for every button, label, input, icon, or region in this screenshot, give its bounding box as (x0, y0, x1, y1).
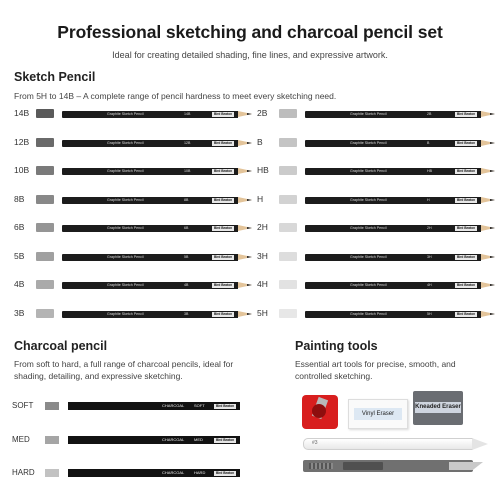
sketch-left-0-grade-label: 14B (14, 108, 30, 118)
sketch-description: From 5H to 14B – A complete range of pencil hardness to meet every sketching need. (14, 91, 337, 101)
sketch-left-4-barrel-text: Graphite Sketch Pencil (107, 225, 144, 230)
charcoal-2-shade-swatch (45, 469, 59, 477)
sketch-left-7-barrel-text: Graphite Sketch Pencil (107, 311, 144, 316)
sharpener (302, 395, 338, 429)
sketch-left-0-barrel-text: Graphite Sketch Pencil (107, 111, 144, 116)
kneaded-eraser (413, 391, 463, 425)
sketch-right-5-grade-label: 3H (257, 251, 268, 261)
sketch-left-3-shade-swatch (36, 195, 54, 204)
painting-description-line2: controlled sketching. (295, 371, 373, 381)
sketch-right-5-barrel-text: Graphite Sketch Pencil (350, 254, 387, 259)
sketch-right-1-pencil (305, 140, 481, 147)
sketch-left-6-pencil (62, 282, 238, 289)
charcoal-description-line1: From soft to hard, a full range of charcoal pencils, ideal for (14, 359, 234, 369)
sketch-left-6-barrel-text: Graphite Sketch Pencil (107, 282, 144, 287)
charcoal-0-label: SOFT (12, 401, 34, 410)
vinyl-eraser-label: Vinyl Eraser (354, 408, 402, 420)
sketch-right-6-pencil (305, 282, 481, 289)
sketch-left-0-pencil (62, 111, 238, 118)
sketch-left-6-shade-swatch (36, 280, 54, 289)
sketch-left-1-pencil-lead (247, 142, 252, 144)
sketch-right-2-shade-swatch (279, 166, 297, 175)
sketch-right-1-brand-label: Bird Beaton (456, 141, 476, 145)
charcoal-2-barrel-text: CHARCOAL (162, 470, 185, 475)
sketch-left-2-pencil-lead (247, 170, 252, 172)
sketch-left-2-pencil (62, 168, 238, 175)
sketch-right-4-shade-swatch (279, 223, 297, 232)
sketch-right-6-shade-swatch (279, 280, 297, 289)
sketch-left-2-barrel-text: Graphite Sketch Pencil (107, 168, 144, 173)
charcoal-1-label: MED (12, 435, 30, 444)
sketch-left-4-shade-swatch (36, 223, 54, 232)
painting-description-line1: Essential art tools for precise, smooth, and (295, 359, 456, 369)
sketch-right-3-barrel-text: Graphite Sketch Pencil (350, 197, 387, 202)
sketch-right-0-grade-label: 2B (257, 108, 268, 118)
charcoal-description-line2: shading, detailing, and expressive sketching. (14, 371, 183, 381)
sketch-left-6-barrel-grade: 4B (184, 282, 189, 287)
utility-knife-blade (449, 462, 483, 470)
charcoal-1-brand-label: Bird Beaton (215, 437, 235, 442)
sketch-left-5-shade-swatch (36, 252, 54, 261)
sketch-right-4-barrel-text: Graphite Sketch Pencil (350, 225, 387, 230)
page-title: Professional sketching and charcoal pencil set (57, 22, 443, 42)
sketch-left-4-grade-label: 6B (14, 222, 25, 232)
sketch-left-7-barrel-grade: 3B (184, 311, 189, 316)
sketch-right-1-pencil-lead (490, 142, 495, 144)
sketch-left-1-shade-swatch (36, 138, 54, 147)
sketch-right-3-shade-swatch (279, 195, 297, 204)
sketch-right-5-barrel-grade: 3H (427, 254, 432, 259)
sketch-right-2-pencil (305, 168, 481, 175)
blending-stump-mark: #3 (312, 440, 318, 446)
sketch-right-2-grade-label: HB (257, 165, 269, 175)
sketch-right-4-pencil-lead (490, 227, 495, 229)
charcoal-0-shade-swatch (45, 402, 59, 410)
charcoal-1-barrel-text: CHARCOAL (162, 437, 185, 442)
sketch-right-1-shade-swatch (279, 138, 297, 147)
sketch-left-3-grade-label: 8B (14, 194, 25, 204)
sketch-right-7-pencil (305, 311, 481, 318)
sketch-right-3-brand-label: Bird Beaton (456, 198, 476, 202)
sketch-left-3-pencil-lead (247, 199, 252, 201)
sketch-right-3-barrel-grade: H (427, 197, 430, 202)
sketch-left-6-brand-label: Bird Beaton (213, 283, 233, 287)
sketch-left-6-grade-label: 4B (14, 279, 25, 289)
sketch-right-6-grade-label: 4H (257, 279, 268, 289)
sketch-left-0-shade-swatch (36, 109, 54, 118)
sketch-left-5-pencil-lead (247, 256, 252, 258)
sketch-right-2-barrel-grade: HB (427, 168, 432, 173)
sketch-right-1-grade-label: B (257, 137, 263, 147)
sketch-right-7-grade-label: 5H (257, 308, 268, 318)
sketch-left-3-pencil (62, 197, 238, 204)
sketch-right-3-grade-label: H (257, 194, 264, 204)
charcoal-2-pencil (68, 469, 240, 477)
sketch-right-7-shade-swatch (279, 309, 297, 318)
sketch-left-5-pencil (62, 254, 238, 261)
vinyl-eraser (348, 399, 408, 429)
sketch-left-0-brand-label: Bird Beaton (213, 112, 233, 116)
sketch-right-7-barrel-text: Graphite Sketch Pencil (350, 311, 387, 316)
kneaded-eraser-label: Kneaded Eraser (415, 402, 461, 413)
sketch-right-0-pencil-lead (490, 113, 495, 115)
charcoal-2-barrel-code: HARD (194, 470, 206, 475)
sketch-right-4-pencil (305, 225, 481, 232)
charcoal-0-barrel-text: CHARCOAL (162, 403, 185, 408)
sketch-right-4-grade-label: 2H (257, 222, 268, 232)
sketch-right-3-pencil-lead (490, 199, 495, 201)
sketch-left-4-barrel-grade: 6B (184, 225, 189, 230)
sketch-left-2-barrel-grade: 10B (184, 168, 191, 173)
sketch-left-1-barrel-grade: 12B (184, 140, 191, 145)
sketch-right-5-pencil-lead (490, 256, 495, 258)
sketch-heading: Sketch Pencil (14, 70, 96, 84)
sketch-right-6-pencil-lead (490, 284, 495, 286)
sketch-left-1-pencil (62, 140, 238, 147)
sketch-left-3-barrel-text: Graphite Sketch Pencil (107, 197, 144, 202)
sketch-right-2-brand-label: Bird Beaton (456, 169, 476, 173)
sketch-right-5-brand-label: Bird Beaton (456, 255, 476, 259)
sketch-right-5-pencil (305, 254, 481, 261)
sketch-right-2-barrel-text: Graphite Sketch Pencil (350, 168, 387, 173)
sketch-right-5-shade-swatch (279, 252, 297, 261)
sketch-left-5-brand-label: Bird Beaton (213, 255, 233, 259)
charcoal-0-barrel-code: SOFT (194, 403, 205, 408)
sketch-right-4-brand-label: Bird Beaton (456, 226, 476, 230)
sketch-right-3-pencil (305, 197, 481, 204)
sketch-left-4-pencil-lead (247, 227, 252, 229)
utility-knife-grip (309, 463, 333, 469)
sketch-left-5-barrel-text: Graphite Sketch Pencil (107, 254, 144, 259)
sketch-left-0-barrel-grade: 14B (184, 111, 191, 116)
sketch-left-1-grade-label: 12B (14, 137, 30, 147)
sketch-right-1-barrel-grade: B (427, 140, 430, 145)
charcoal-2-brand-label: Bird Beaton (215, 470, 235, 475)
charcoal-heading: Charcoal pencil (14, 339, 108, 353)
sketch-right-6-brand-label: Bird Beaton (456, 283, 476, 287)
sketch-right-4-barrel-grade: 2H (427, 225, 432, 230)
charcoal-1-barrel-code: MED (194, 437, 203, 442)
sketch-left-0-pencil-lead (247, 113, 252, 115)
page-subtitle: Ideal for creating detailed shading, fine lines, and expressive artwork. (112, 50, 388, 60)
sketch-left-7-pencil-lead (247, 313, 252, 315)
charcoal-0-brand-label: Bird Beaton (215, 403, 235, 408)
sketch-left-5-grade-label: 5B (14, 251, 25, 261)
blending-stump (303, 438, 473, 450)
sketch-right-7-brand-label: Bird Beaton (456, 312, 476, 316)
utility-knife-slider (343, 462, 383, 470)
sketch-left-3-brand-label: Bird Beaton (213, 198, 233, 202)
blending-stump-tip (472, 438, 488, 450)
sketch-right-0-shade-swatch (279, 109, 297, 118)
painting-heading: Painting tools (295, 339, 378, 353)
sketch-left-5-barrel-grade: 5B (184, 254, 189, 259)
charcoal-1-shade-swatch (45, 436, 59, 444)
sketch-left-2-shade-swatch (36, 166, 54, 175)
sketch-left-1-brand-label: Bird Beaton (213, 141, 233, 145)
sketch-right-0-brand-label: Bird Beaton (456, 112, 476, 116)
sketch-right-0-pencil (305, 111, 481, 118)
sketch-right-7-barrel-grade: 5H (427, 311, 432, 316)
charcoal-1-pencil (68, 436, 240, 444)
charcoal-0-pencil (68, 402, 240, 410)
sketch-left-7-shade-swatch (36, 309, 54, 318)
sketch-right-1-barrel-text: Graphite Sketch Pencil (350, 140, 387, 145)
sketch-right-7-pencil-lead (490, 313, 495, 315)
sketch-left-1-barrel-text: Graphite Sketch Pencil (107, 140, 144, 145)
sketch-right-6-barrel-grade: 4H (427, 282, 432, 287)
sketch-right-0-barrel-text: Graphite Sketch Pencil (350, 111, 387, 116)
utility-knife (303, 460, 473, 472)
sketch-left-7-brand-label: Bird Beaton (213, 312, 233, 316)
sketch-left-6-pencil-lead (247, 284, 252, 286)
sketch-left-7-grade-label: 3B (14, 308, 25, 318)
sketch-left-4-brand-label: Bird Beaton (213, 226, 233, 230)
sketch-left-7-pencil (62, 311, 238, 318)
sketch-left-2-grade-label: 10B (14, 165, 30, 175)
sketch-right-6-barrel-text: Graphite Sketch Pencil (350, 282, 387, 287)
sketch-left-4-pencil (62, 225, 238, 232)
sketch-right-0-barrel-grade: 2B (427, 111, 432, 116)
charcoal-2-label: HARD (12, 468, 35, 477)
sketch-right-2-pencil-lead (490, 170, 495, 172)
sketch-left-3-barrel-grade: 8B (184, 197, 189, 202)
sketch-left-2-brand-label: Bird Beaton (213, 169, 233, 173)
sharpener-hole (312, 404, 326, 418)
